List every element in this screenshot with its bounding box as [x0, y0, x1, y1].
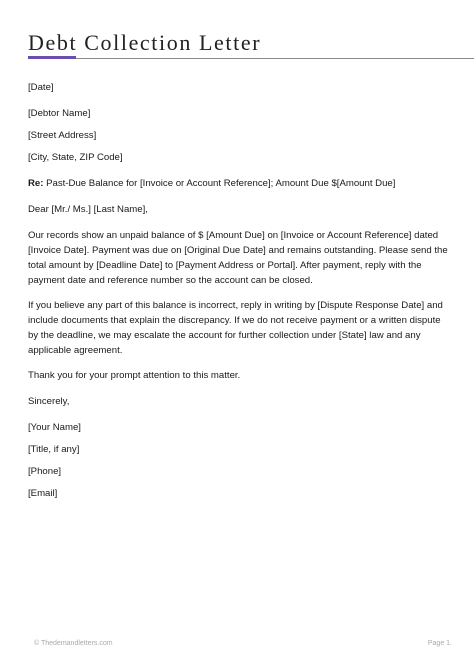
paragraph-line: payment date and reference number so the account can be closed.	[28, 275, 313, 286]
title-divider	[28, 58, 474, 59]
closing: Sincerely,	[28, 396, 70, 407]
paragraph-line: [Invoice Date]. Payment was due on [Original Due Date] and remains outstanding. Please send the	[28, 245, 448, 256]
letter-date: [Date]	[28, 82, 54, 93]
signature-title: [Title, if any]	[28, 444, 80, 455]
thank-you-line: Thank you for your prompt attention to this matter.	[28, 370, 241, 381]
paragraph-line: applicable agreement.	[28, 345, 123, 356]
paragraph-line: Our records show an unpaid balance of $ [Amount Due] on [Invoice or Account Reference] dated	[28, 230, 439, 241]
paragraph-line: by the deadline, we may escalate the account for further collection under [State] law and any	[28, 330, 421, 341]
paragraph-payment-request	[28, 228, 448, 288]
document-title: Debt Collection Letter	[28, 30, 262, 55]
subject-text: Past-Due Balance for [Invoice or Account Reference]; Amount Due $[Amount Due]	[46, 178, 396, 189]
subject-line	[28, 176, 448, 191]
signature-name: [Your Name]	[28, 422, 81, 433]
salutation: Dear [Mr./ Ms.] [Last Name],	[28, 204, 148, 215]
footer-page-number: Page 1.	[427, 640, 452, 647]
subject-label: Re:	[28, 178, 44, 189]
title-accent-bar	[28, 56, 76, 59]
paragraph-dispute	[28, 298, 448, 358]
letter-body	[28, 80, 448, 501]
footer-copyright: © Thedemandletters.com	[34, 640, 113, 647]
recipient-street: [Street Address]	[28, 130, 97, 141]
signature-phone: [Phone]	[28, 466, 62, 477]
recipient-city-state-zip: [City, State, ZIP Code]	[28, 152, 123, 163]
recipient-name: [Debtor Name]	[28, 108, 91, 119]
paragraph-line: total amount by [Deadline Date] to [Payment Address or Portal]. After payment, reply with the	[28, 260, 422, 271]
paragraph-line: If you believe any part of this balance is incorrect, reply in writing by [Dispute Response Date] and	[28, 300, 443, 311]
paragraph-line: include documents that explain the discrepancy. If we do not receive payment or a written dispute	[28, 315, 441, 326]
signature-email: [Email]	[28, 488, 58, 499]
